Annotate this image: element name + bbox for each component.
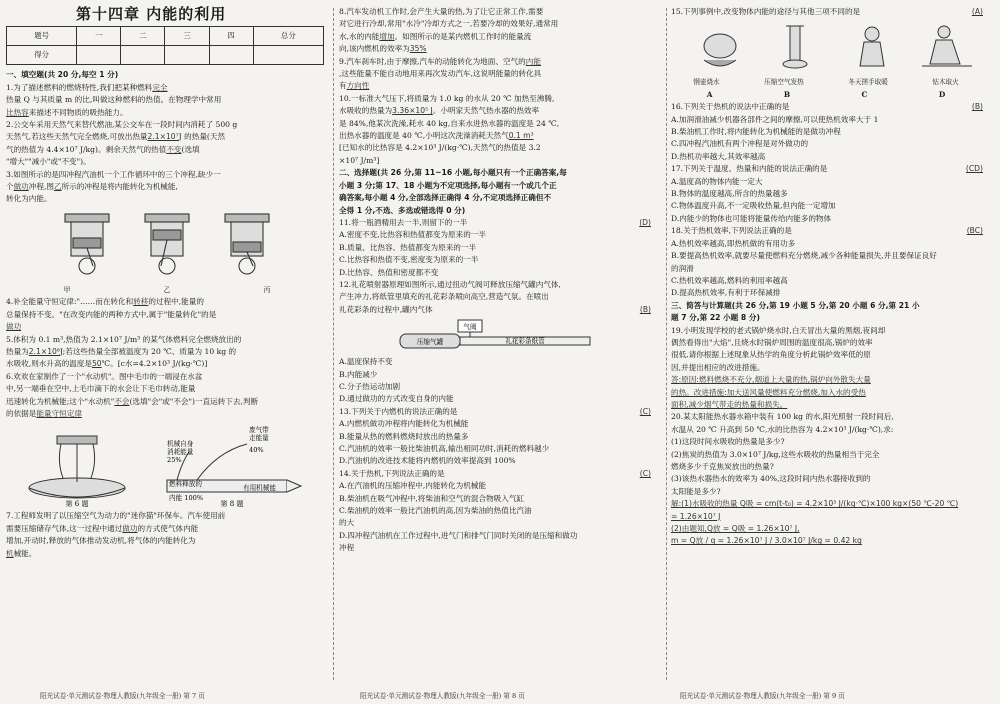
score-cell: 题号	[7, 27, 77, 46]
tank-label: 压缩气罐	[416, 338, 444, 347]
engine-cylinder	[145, 214, 189, 274]
option-line: D.四冲程汽油机在工作过程中,进气门和排气门同时关闭的是压缩和做功	[339, 530, 578, 540]
answer-choice: (A)	[971, 7, 983, 16]
question-line: "增大""减小"或"不变")。	[6, 157, 91, 167]
option-line: B.柴油机在吸气冲程中,将柴油和空气的混合物吸入气缸	[339, 493, 525, 503]
answer-choice: (BC)	[966, 226, 983, 236]
score-cell: 总分	[253, 27, 323, 46]
column-middle	[339, 6, 661, 555]
question-line: 很低,请你根据上述现象从热学的角度分析此锅炉效率低的原	[671, 350, 871, 360]
question-line: 热量 Q 与其质量 m 的比,叫做这种燃料的热值。在物理学中常用	[6, 95, 222, 105]
option-line: A.密度不变,比热容和热值都变为原来的一半	[339, 230, 486, 240]
option-line: C.热机效率越高,燃料的利用率越高	[671, 275, 788, 285]
engine-cylinder	[225, 214, 269, 274]
option-line: A.内燃机做功冲程将内能转化为机械能	[339, 419, 469, 429]
air-pump-drawing	[783, 26, 807, 68]
fire-drill-drawing	[922, 26, 972, 66]
option-line: B.要提高热机效率,就要尽量使燃料充分燃烧,减少各种能量损失,并且要保证良好	[671, 251, 937, 261]
question-line: 5.体积为 0.1 m³,热值为 2.1×10⁷ J/m³ 的某气体燃料完全燃烧放出的	[6, 334, 242, 344]
option-line: C.比热容和热值不变,密度变为原来的一半	[339, 255, 479, 265]
option-line: A.加润滑油减少机器各部件之间的摩擦,可以使热机效率大于 1	[671, 114, 879, 124]
score-cell: 四	[209, 27, 253, 46]
section-heading: 小题 3 分;第 17、18 小题为不定项选择,每小题有一个或几个正	[339, 180, 557, 190]
option-line: 的润滑	[671, 263, 694, 273]
section-heading: 题 7 分,第 22 小题 8 分)	[671, 313, 760, 323]
energy-label: 消耗能量	[167, 448, 194, 457]
option-line: B.柴油机工作时,将内能转化为机械能的是做功冲程	[671, 127, 841, 137]
question-line: 水吸收的热量为3.36×10⁵ J。小明家天然气热水器的热效率	[339, 106, 540, 116]
q15-option-letters	[671, 89, 981, 101]
option-line: A.热机效率越高,即热机做的有用功多	[671, 238, 796, 248]
energy-label: 废气带	[249, 426, 269, 435]
option-line: D.通过做功的方式改变自身的内能	[339, 394, 454, 404]
answer-line: m = Q放 / q = 1.26×10⁷ J / 3.0×10⁷ J/kg = 0.42 kg	[671, 536, 862, 546]
question-line: 20.某太阳能热水器水箱中装有 100 kg 的水,阳光照射一段时间后,	[671, 412, 894, 422]
question-line: 12.礼花喷射器原理如图所示,通过扭动气阀可释放压缩气罐内气体,	[339, 279, 561, 289]
answer: 机	[6, 548, 14, 558]
question-line: 礼花彩条的过程中,罐内气体 (B)	[339, 304, 661, 316]
answer-choice: (C)	[639, 468, 651, 478]
chapter-title: 第十四章 内能的利用	[76, 5, 227, 23]
figure-label: 冬天搓手取暖	[848, 78, 888, 87]
column-right	[671, 6, 993, 548]
section-heading: 二、选择题(共 26 分,第 11~16 小题,每小题只有一个正确答案,每	[339, 168, 567, 178]
question-line: 19.小明发现学校的老式锅炉烧水时,白天冒出大量的黑烟,夜间却	[671, 325, 886, 335]
answer: 转移	[133, 297, 149, 307]
question-line: 热量为2.1×10⁶J;若这些热量全部被温度为 20 ℃、质量为 10 kg 的	[6, 346, 237, 356]
option-line: A.温度保持不变	[339, 357, 393, 367]
answer-choice: (C)	[639, 406, 651, 416]
option-line: C.柴油机的效率一般比汽油机的高,因为柴油的热值比汽油	[339, 506, 532, 516]
answer-line: = 1.26×10⁷ J	[671, 511, 721, 521]
question-line: 需要压缩储存气体,这一过程中通过做功的方式使气体内能	[6, 523, 199, 533]
question-line: 中,另一端垂在空中,上毛巾滴下的水会让下毛巾转动,能量	[6, 384, 196, 394]
answer: 不变	[166, 144, 182, 154]
score-cell: 一	[77, 27, 121, 46]
water-engine-drawing	[29, 436, 125, 498]
figure-label: 钻木取火	[932, 78, 959, 87]
answer-line: (2)由题知,Q放 = Q吸 = 1.26×10⁷ J,	[671, 524, 800, 534]
answer: 不会	[114, 396, 130, 406]
question-line: 天然气,若这些天然气完全燃烧,可放出热量2.1×10⁷J 的热量(天然	[6, 132, 226, 142]
page-footer: 阳光试卷·单元测试卷·物理人教版(九年级全一册) 第 9 页	[680, 692, 845, 700]
energy-label: 走能量	[249, 434, 269, 443]
score-cell: 得分	[7, 46, 77, 65]
option-line: B.能量从热的燃料燃烧时放出的热量多	[339, 431, 469, 441]
energy-label: 燃料释放的	[169, 480, 202, 489]
figure-label: 乙	[163, 285, 171, 294]
answer-line: 解:(1)水吸收的热量 Q吸 = cm(t-t₀) = 4.2×10³ J/(kg·℃)×100 kg×(50 ℃-20 ℃)	[671, 499, 959, 509]
figure-label: 第 6 题	[65, 500, 89, 509]
option-line: D.比热容、热值和密度都不变	[339, 267, 439, 277]
answer: 2.1×10⁷	[147, 132, 179, 142]
question-line: 出热水器的温度是 40 ℃,小明这次洗澡消耗天然气0.1 m³	[339, 131, 534, 141]
answer: 50	[91, 359, 102, 369]
section-heading: 一、填空题(共 20 分,每空 1 分)	[6, 70, 119, 80]
question-line: [已知水的比热容是 4.2×10³ J/(kg·℃),天然气的热值是 3.2	[339, 143, 541, 153]
question-line: 因,并提出相应的改进措施。	[671, 362, 765, 372]
answer: 完全	[152, 82, 168, 92]
column-divider	[333, 8, 334, 680]
energy-label: 有用机械能	[243, 484, 276, 493]
figure-label: 甲	[63, 285, 71, 294]
option-letter: B	[783, 89, 791, 99]
valve-label: 气阀	[463, 323, 477, 332]
option-line: B.内能减少	[339, 369, 378, 379]
score-table	[6, 26, 324, 65]
energy-label: 机械自身	[167, 440, 194, 449]
answer-choice: (B)	[971, 102, 983, 112]
question-line: 6.欢欢在家制作了一个"水动机"。图中毛巾的一端浸在水盆	[6, 371, 203, 381]
figure-label: 丙	[263, 285, 271, 294]
question-line: 增加,开动时,释放的气体推动发动机,将气体的内能转化为	[6, 536, 196, 546]
tube-label: 礼花彩条纸管	[505, 337, 545, 346]
question-line: 燃烧多少千克焦炭放出的热量?	[671, 462, 774, 471]
question-line: 气的热值为 4.4×10⁷ J/kg)。剩余天然气的热值不变(选填	[6, 144, 200, 154]
answer: 乙	[53, 182, 62, 192]
figure-label: 钢壶烧水	[693, 78, 720, 87]
option-line: A.在汽油机的压缩冲程中,内能转化为机械能	[339, 481, 486, 491]
option-line: A.温度高的物体内能一定大	[671, 176, 763, 186]
confetti-launcher-figure	[390, 318, 610, 354]
question-line: 15.下列事例中,改变物体内能的途径与其他三项不同的是 (A)	[671, 6, 993, 18]
question-line: 2.公交车采用天然气来替代燃油,某公交车在一段时间内消耗了 500 g	[6, 120, 238, 130]
question-line: ,这些能量不能自动地用来再次发动汽车,这说明能量的转化具	[339, 69, 542, 79]
question-line: 太阳能是多少?	[671, 486, 721, 496]
q15-captions	[671, 76, 981, 88]
question-line: 11.将一瓶酒精用去一半,则留下的一半 (D)	[339, 217, 661, 229]
answer-choice: (D)	[639, 217, 651, 227]
rubbing-hands-drawing	[860, 27, 884, 66]
question-line: 14.关于热机,下列说法正确的是 (C)	[339, 468, 661, 480]
energy-label: 40%	[249, 446, 264, 455]
answer: 增加	[379, 31, 395, 41]
question-line: (3)该热水器热水的效率为 40%,这段时间内热水器接收到的	[671, 474, 871, 484]
answer-choice: (B)	[639, 304, 651, 314]
question-line: 转化为内能。	[6, 194, 52, 204]
figure-label: 压缩空气发热	[764, 78, 804, 87]
option-line: 冲程	[339, 543, 355, 553]
answer: 比热容	[6, 107, 29, 117]
option-line: B.物体的温度越高,所含的热量越多	[671, 189, 788, 199]
section-heading: 确答案,每小题 4 分,全部选择正确得 4 分,不定项选择正确但不	[339, 193, 552, 203]
answer: 能量守恒定律	[36, 408, 82, 418]
score-cell	[77, 46, 121, 65]
answer: 35%	[409, 44, 427, 54]
question-line: 水温从 20 ℃ 升高到 50 ℃,水的比热容为 4.2×10³ J/(kg·℃),求:	[671, 424, 894, 434]
option-letter: A	[706, 89, 713, 99]
option-letter: C	[861, 89, 868, 99]
answer: 做功	[13, 182, 29, 192]
answer-line: 面积,减少烟气带走的热量和损失。	[671, 399, 788, 409]
question-line: 向,该内燃机的效率为35%	[339, 44, 427, 54]
question-line: 个做功冲程,图乙所示的冲程是将内能转化为机械能,	[6, 182, 178, 192]
question-line: 13.下列关于内燃机的说法正确的是 (C)	[339, 406, 661, 418]
question-line: 4.补全能量守恒定律:"……而在转化和转移的过程中,能量的	[6, 297, 204, 307]
answer: 方向性	[346, 81, 370, 91]
water-engine-and-energy-flow-figure	[17, 422, 317, 508]
option-line: D.内能少的物体也可能将能量传给内能多的物体	[671, 213, 832, 223]
question-line: 9.汽车刹车时,由于摩擦,汽车的动能转化为地面、空气的内能	[339, 56, 541, 66]
option-line: C.四冲程汽油机有两个冲程是对外做功的	[671, 139, 809, 149]
question-line: (1)这段时间水吸收的热量是多少?	[671, 437, 785, 447]
answer-choice: (CD)	[965, 164, 983, 174]
question-line: 迅速转化为机械能;这个"水动机"不会(选填"会"或"不会")一直运转下去,判断	[6, 396, 259, 406]
question-line	[6, 321, 328, 333]
figure-label: 第 8 题	[220, 500, 244, 509]
q15-figure	[682, 20, 982, 74]
question-line: 偶然看得出"大焰",且烧水时锅炉周围的温度很高,锅炉的效率	[671, 337, 873, 347]
page-footer: 阳光试卷·单元测试卷·物理人教版(九年级全一册) 第 8 页	[360, 692, 525, 700]
engine-cylinder	[65, 214, 109, 274]
question-line: 对它进行冷却,常用"水冷"冷却方式之一,若要冷却的效果好,通常用	[339, 19, 559, 29]
question-line: 有方向性	[339, 81, 370, 91]
question-line: 是 84%,他某次洗澡,耗水 40 kg,自来水进热水器的温度是 24 ℃,	[339, 118, 560, 128]
question-line: 7.工程师发明了以压缩空气为动力的"迷你猫"环保车。汽车使用前	[6, 511, 226, 521]
option-line: D.热机功率越大,其效率越高	[671, 151, 766, 161]
question-line: 总量保持不变。"在改变内能的两种方式中,属于"能量转化"的是	[6, 309, 217, 319]
question-line: 的依据是能量守恒定律	[6, 408, 82, 418]
engine-strokes-figure	[47, 208, 287, 282]
option-line: C.分子热运动加剧	[339, 381, 401, 391]
question-line: 1.为了描述燃料的燃烧特性,我们把某种燃料完全	[6, 82, 168, 92]
option-line: C.汽油机的效率一般比柴油机高,输出相同功时,消耗的燃料越少	[339, 444, 550, 453]
score-cell	[165, 46, 209, 65]
question-line: 17.下列关于温度、热量和内能的说法正确的是 (CD)	[671, 163, 993, 175]
question-line: 水吸收,则水升高的温度是50℃。[c水=4.2×10³ J/(kg·℃)]	[6, 359, 208, 369]
score-cell	[209, 46, 253, 65]
answer: 0.1 m³	[508, 131, 534, 141]
question-line: ×10⁷ J/m³]	[339, 155, 380, 165]
question-line: 水,水的内能增加。如图所示的是某内燃机工作时的能量流	[339, 31, 532, 41]
score-cell: 二	[121, 27, 165, 46]
column-divider	[666, 8, 667, 680]
question-line: 机械能。	[6, 548, 37, 558]
answer: 做功	[122, 523, 138, 533]
section-heading: 全得 1 分,不选、多选或错选得 0 分)	[339, 205, 466, 215]
score-cell: 三	[165, 27, 209, 46]
section-heading: 三、简答与计算题(共 26 分,第 19 小题 5 分,第 20 小题 6 分,第 21 小	[671, 300, 920, 310]
option-line: C.物体温度升高,不一定吸收热量,但内能一定增加	[671, 201, 836, 211]
option-line: B.质量、比热容、热值都变为原来的一半	[339, 242, 477, 252]
answer-line: 的热。改进措施:加大送风量使燃料充分燃烧,加入水的受热	[671, 387, 866, 397]
question-line: 3.如图所示的是四冲程汽油机一个工作循环中的三个冲程,缺少一	[6, 169, 221, 179]
option-line: 的大	[339, 518, 355, 528]
question-line: 16.下列关于热机的说法中正确的是 (B)	[671, 101, 993, 113]
energy-label: 内能 100%	[169, 494, 204, 503]
option-letter: D	[938, 89, 946, 99]
question-line: (2)焦炭的热值为 3.0×10⁷ J/kg,这些水吸收的热量相当于完全	[671, 449, 880, 459]
answer: 做功	[6, 322, 22, 332]
question-line: 18.关于热机效率,下列说法正确的是 (BC)	[671, 225, 993, 237]
question-line: 8.汽车发动机工作时,会产生大量的热,为了让它正常工作,需要	[339, 7, 544, 16]
answer: 2.1×10⁶	[28, 346, 60, 356]
question-line: 10.一标准大气压下,将质量为 1.0 kg 的水从 20 ℃ 加热至沸腾,	[339, 93, 555, 103]
answer: 内能	[525, 56, 541, 66]
answer-line: 答:原因:燃料燃烧不充分,烟道上大量的热,锅炉向外散失大量	[671, 375, 871, 385]
answer: 3.36×10⁵ J	[392, 106, 433, 116]
kettle-drawing	[704, 34, 736, 66]
figure-captions	[17, 284, 317, 296]
question-line: 比热容来描述不同物质的吸热能力。	[6, 107, 128, 117]
option-line: D.汽油机的改进技术能将内燃机的效率提高到 100%	[339, 456, 516, 466]
option-line: D.提高热机效率,有利于环保减排	[671, 288, 781, 298]
question-line: 产生冲力,将纸管里填充的礼花彩条喷向高空,营造气氛。在喷出	[339, 292, 549, 302]
score-cell	[121, 46, 165, 65]
energy-label: 25%	[167, 456, 182, 465]
score-cell	[253, 46, 323, 65]
column-left	[6, 6, 328, 560]
page-footer: 阳光试卷·单元测试卷·物理人教版(九年级全一册) 第 7 页	[40, 692, 205, 700]
